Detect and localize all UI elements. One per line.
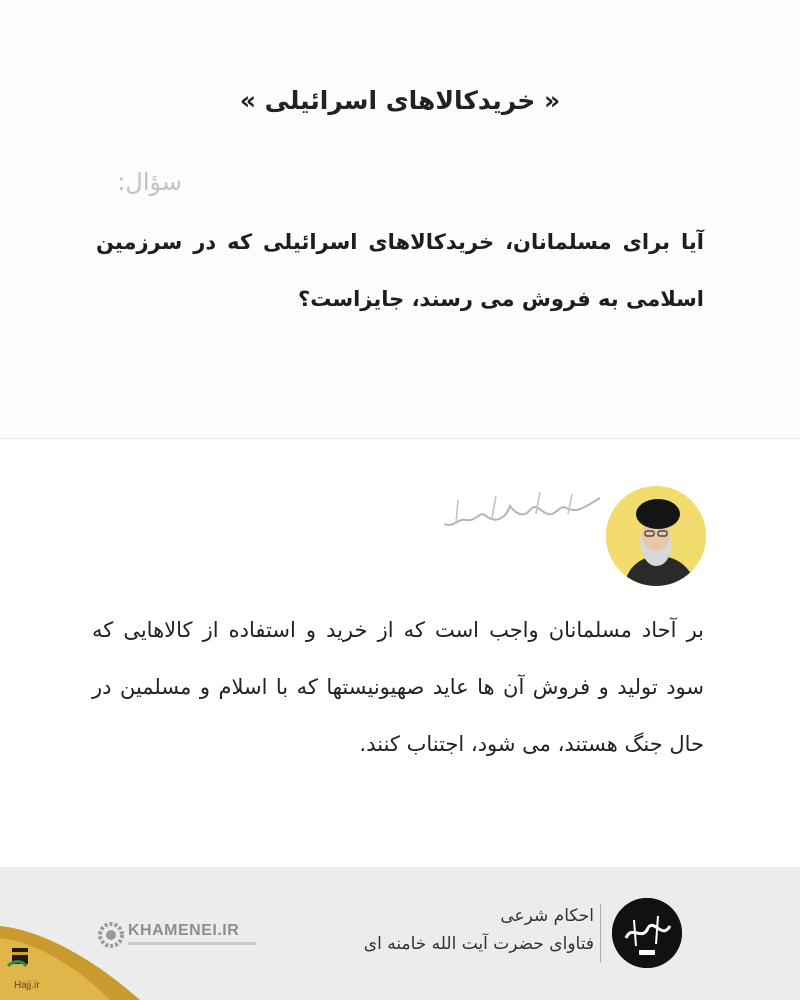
avatar — [606, 486, 706, 586]
footer-separator — [600, 904, 601, 962]
fatwa-calligraphy-logo-icon — [612, 898, 682, 968]
basmala-calligraphy-icon — [436, 484, 604, 540]
footer-category: احکام شرعی — [500, 906, 594, 926]
site-tagline-bar — [128, 942, 256, 945]
question-label: سؤال: — [117, 168, 182, 196]
footer-subtitle: فتاوای حضرت آیت الله خامنه ای — [363, 934, 594, 954]
page-title: « خریدکالاهای اسرائیلی » — [239, 86, 561, 115]
answer-text: بر آحاد مسلمانان واجب است که از خرید و استفاده از کالاهایی که سود تولید و فروش آن ها عاید صهیونیستها که با اسلام و مسلمین در حال جنگ هستند، می شود، اجتناب کنند. — [92, 618, 704, 756]
site-name: KHAMENEI.IR — [128, 922, 240, 939]
question-text: آیا برای مسلمانان، خریدکالاهای اسرائیلی که در سرزمین اسلامی به فروش می رسند، جایزاست؟ — [96, 230, 704, 311]
corner-watermark: Hajj.ir — [14, 980, 40, 991]
